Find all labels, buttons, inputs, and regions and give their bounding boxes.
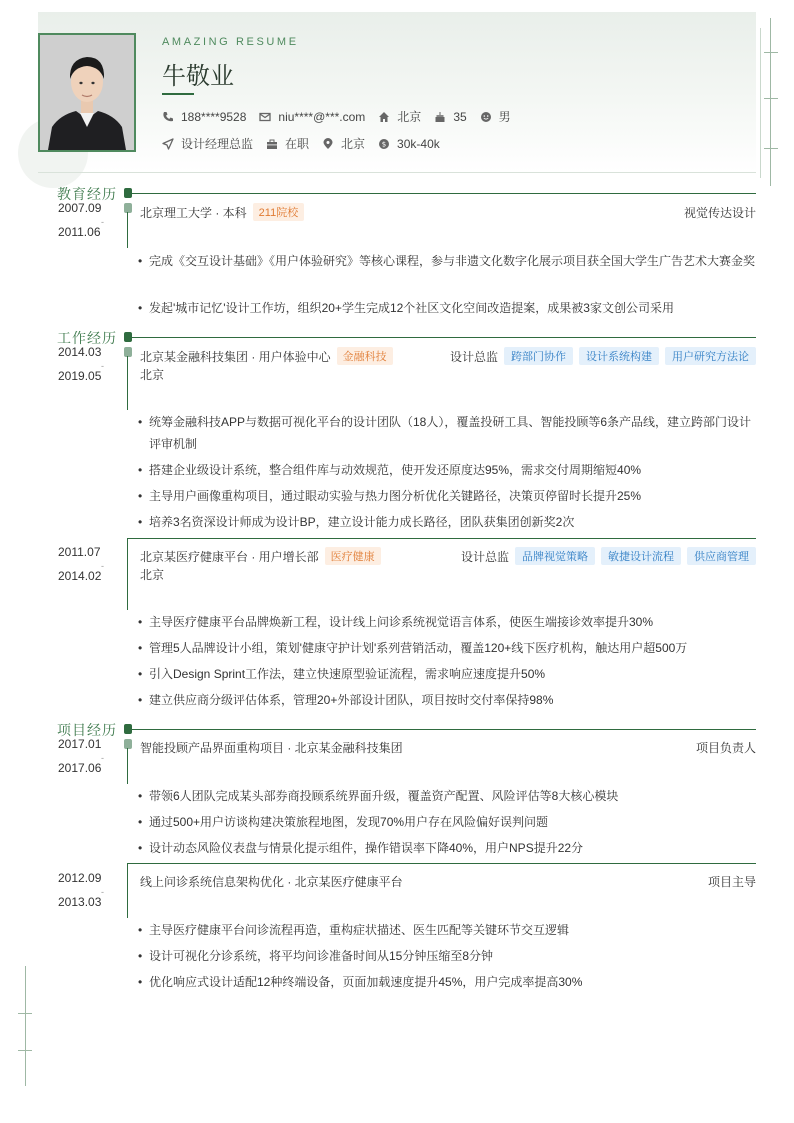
coin-icon <box>378 138 390 150</box>
project-header <box>140 873 756 890</box>
phone-item <box>162 110 246 124</box>
location-pin-icon <box>322 138 334 150</box>
date-end: 2019.05 <box>58 369 102 383</box>
timeline-subnode <box>124 347 132 357</box>
project-header <box>140 739 756 756</box>
timeline-line <box>127 748 128 784</box>
decorative-tick <box>764 148 778 149</box>
list-item: • 建立供应商分级评估体系，管理20+外部设计团队，项目按时交付率保持98% <box>138 693 554 707</box>
email-item <box>259 110 365 124</box>
list-item: • 发起'城市记忆'设计工作坊，组织20+学生完成12个社区文化空间改造提案，成果被3家文创公司采用 <box>138 301 674 315</box>
decorative-line <box>25 966 26 1086</box>
decorative-tick <box>18 1013 32 1014</box>
item-divider <box>127 538 756 539</box>
industry-badge: 金融科技 <box>337 347 393 365</box>
date-end: 2011.06 <box>58 225 101 239</box>
send-icon <box>162 138 174 150</box>
date-dash: - <box>101 361 104 371</box>
gender-item <box>480 108 511 125</box>
project-role: 项目负责人 <box>695 741 756 755</box>
position-item <box>162 135 253 152</box>
timeline-subnode <box>124 739 132 749</box>
position-text: 设计经理总监 <box>181 137 254 151</box>
project-name: 线上问诊系统信息架构优化 · 北京某医疗健康平台 <box>140 875 403 889</box>
date-start: 2017.01 <box>58 737 102 751</box>
timeline-line <box>127 356 128 410</box>
date-dash: - <box>101 561 104 571</box>
skill-tag: 敏捷设计流程 <box>601 547 681 565</box>
list-item: • 培养3名资深设计师成为设计BP，建立设计能力成长路径，团队获集团创新奖2次 <box>138 515 575 529</box>
date-dash: - <box>101 887 104 897</box>
list-item: • 管理5人品牌设计小组，策划'健康守护计划'系列营销活动，覆盖120+线下医疗机构，触达用户超500万 <box>138 641 688 655</box>
job-role: 设计总监 <box>449 349 498 364</box>
phone-text: 188****9528 <box>181 109 247 124</box>
phone-icon <box>162 111 174 123</box>
date-start: 2007.09 <box>58 201 102 215</box>
skill-tag: 设计系统构建 <box>579 347 659 365</box>
major: 视觉传达设计 <box>683 205 756 220</box>
skill-tag: 品牌视觉策略 <box>515 547 595 565</box>
date-start: 2012.09 <box>58 871 102 885</box>
list-item: • 优化响应式设计适配12种终端设备，页面加载速度提升45%，用户完成率提高30% <box>138 975 583 989</box>
project-name: 智能投顾产品界面重构项目 · 北京某金融科技集团 <box>140 741 403 755</box>
timeline-node <box>124 332 132 342</box>
candidate-name: 牛敬业 <box>162 63 234 90</box>
list-item: • 搭建企业级设计系统，整合组件库与动效规范，使开发还原度达95%，需求交付周期缩短40% <box>138 463 642 477</box>
section-title-work: 工作经历 <box>57 330 117 346</box>
job-location: 北京 <box>140 368 165 382</box>
salary-text: 30k-40k <box>397 136 440 151</box>
skill-tag: 跨部门协作 <box>504 347 573 365</box>
mail-icon <box>259 111 271 123</box>
date-start: 2014.03 <box>58 345 102 359</box>
date-start: 2011.07 <box>58 545 101 559</box>
city-item <box>378 108 421 125</box>
decorative-tick <box>18 1050 32 1051</box>
date-dash: - <box>101 753 104 763</box>
section-divider <box>132 337 756 338</box>
status-item <box>266 135 309 152</box>
date-dash: - <box>101 217 104 227</box>
target-city-text: 北京 <box>341 137 366 151</box>
home-icon <box>378 111 390 123</box>
list-item: • 完成《交互设计基础》《用户体验研究》等核心课程，参与非遗文化数字化展示项目获全国大学生广告艺术大赛金奖 <box>138 254 756 268</box>
name-underline <box>162 93 194 95</box>
school-badge: 211院校 <box>253 203 305 221</box>
smile-icon <box>480 111 492 123</box>
timeline-subnode <box>124 203 132 213</box>
header-divider <box>38 172 756 173</box>
industry-badge: 医疗健康 <box>325 547 381 565</box>
date-end: 2014.02 <box>58 569 102 583</box>
project-role: 项目主导 <box>707 875 756 889</box>
section-divider <box>132 729 756 730</box>
profile-photo <box>38 33 136 152</box>
item-divider <box>127 863 756 864</box>
status-text: 在职 <box>285 137 310 151</box>
section-title-education: 教育经历 <box>57 186 117 202</box>
intent-row <box>162 135 453 152</box>
list-item: • 主导医疗健康平台问诊流程再造，重构症状描述、医生匹配等关键环节交互逻辑 <box>138 923 570 937</box>
timeline-line <box>127 212 128 248</box>
decorative-tick <box>764 98 778 99</box>
job-role: 设计总监 <box>460 549 509 564</box>
contact-row <box>162 108 524 125</box>
company-name: 北京某医疗健康平台 · 用户增长部 <box>140 549 319 564</box>
company-name: 北京某金融科技集团 · 用户体验中心 <box>140 349 331 364</box>
svg-text:$: $ <box>381 140 387 149</box>
list-item: • 引入Design Sprint工作法，建立快速原型验证流程，需求响应速度提升50% <box>138 667 546 681</box>
gender-text: 男 <box>498 110 511 124</box>
work-header <box>140 547 756 565</box>
decorative-line <box>770 18 771 186</box>
list-item: • 带领6人团队完成某头部券商投顾系统界面升级，覆盖资产配置、风险评估等8大核心模块 <box>138 789 619 803</box>
job-location: 北京 <box>140 568 165 582</box>
list-item: • 设计动态风险仪表盘与情景化提示组件，操作错误率下降40%，用户NPS提升22分 <box>138 841 584 855</box>
timeline-node <box>124 724 132 734</box>
work-header <box>140 347 756 365</box>
city-text: 北京 <box>397 110 422 124</box>
salary-item <box>378 137 440 151</box>
cake-icon <box>434 111 446 123</box>
section-divider <box>132 193 756 194</box>
list-item: • 设计可视化分诊系统，将平均问诊准备时间从15分钟压缩至8分钟 <box>138 949 494 963</box>
decorative-tick <box>764 52 778 53</box>
skill-tag: 用户研究方法论 <box>665 347 756 365</box>
timeline-line <box>127 863 128 918</box>
skill-tag: 供应商管理 <box>687 547 756 565</box>
age-item <box>434 110 466 124</box>
decorative-line <box>760 28 761 178</box>
list-item: • 统筹金融科技APP与数据可视化平台的设计团队（18人），覆盖投研工具、智能投顾等6条产品线，建立跨部门设计评审机制 <box>138 415 752 451</box>
brand-label: AMAZING RESUME <box>162 36 299 48</box>
section-title-projects: 项目经历 <box>57 722 117 738</box>
date-end: 2013.03 <box>58 895 102 909</box>
list-item: • 主导医疗健康平台品牌焕新工程，设计线上问诊系统视觉语言体系，使医生端接诊效率提升30% <box>138 615 654 629</box>
email-text: niu****@***.com <box>278 109 366 124</box>
briefcase-icon <box>266 138 278 150</box>
list-item: • 通过500+用户访谈构建决策旅程地图，发现70%用户存在风险偏好误判问题 <box>138 815 549 829</box>
age-text: 35 <box>453 109 467 124</box>
timeline-line <box>127 538 128 610</box>
school-name: 北京理工大学 · 本科 <box>140 205 247 220</box>
education-header <box>140 203 756 221</box>
list-item: • 主导用户画像重构项目，通过眼动实验与热力图分析优化关键路径，决策页停留时长提升25% <box>138 489 642 503</box>
timeline-node <box>124 188 132 198</box>
target-city-item <box>322 135 365 152</box>
date-end: 2017.06 <box>58 761 102 775</box>
